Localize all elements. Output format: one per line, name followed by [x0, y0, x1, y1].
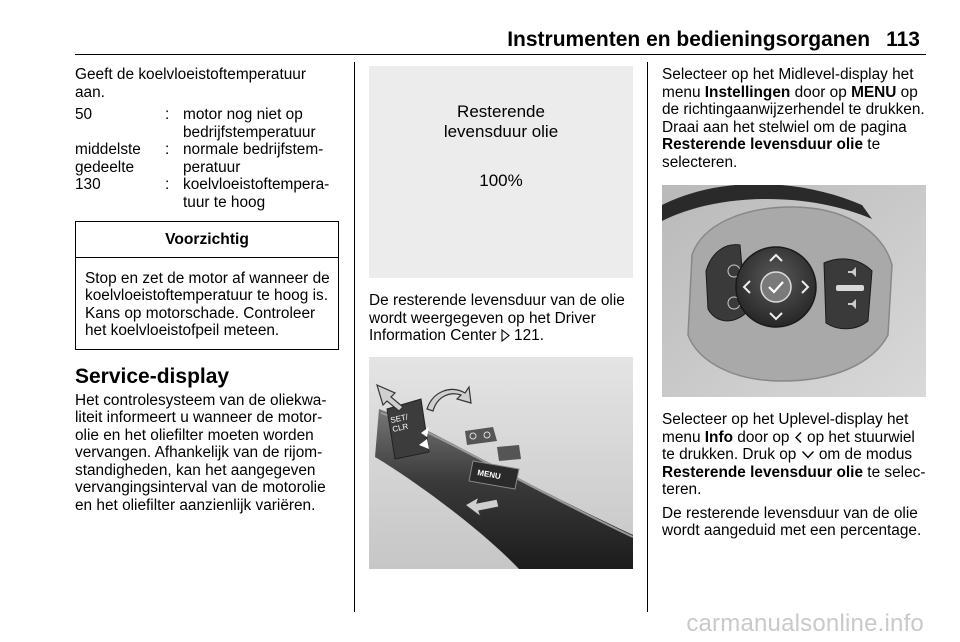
oil-life-description: De resterende levensduur van de olie wordt aangeduid met een percentage. [662, 504, 922, 539]
text-run: op het stuurwiel te drukken. Druk op [662, 428, 915, 463]
text-run: te selecteren. [662, 463, 926, 498]
display-caption [369, 292, 633, 345]
caution-heading: Voorzichtig [76, 222, 338, 258]
text-run: op de richtingaanwijzerhendel te drukken. Draai aan het stelwiel om de pagina [662, 83, 925, 136]
definition-description: koelvloeistoftemperatuur te hoog [183, 176, 330, 211]
definition-separator: : [165, 176, 170, 193]
text-run: door op [733, 428, 794, 446]
section-heading: Service-display [75, 364, 230, 388]
page-number: 113 [886, 28, 920, 51]
menu-name: Info [704, 428, 733, 446]
definition-description: motor nog niet op bedrijfstemperatuur [183, 106, 316, 141]
caption-text: De resterende levensduur van de olie wordt weergegeven op het Driver Information Center [369, 292, 625, 344]
column-middle [369, 66, 633, 569]
intro-text: Geeft de koelvloeistoftemperatuur aan. [75, 66, 306, 101]
definition-separator: : [165, 141, 170, 158]
text-run: door op [790, 83, 852, 101]
display-title-line: levensduur olie [443, 122, 559, 141]
column-left [75, 66, 339, 514]
section-text: Het controlesysteem van de oliekwaliteit informeert u wanneer de motorolie en het oliefilter moeten worden vervangen. Afhankelijk van de rijomstandigheden, kan het aangegeven vervangingsinterval van de motorolie en het oliefilter aanzienlijk variëren. [75, 391, 327, 514]
definition-row [75, 141, 339, 176]
light-symbols [497, 445, 521, 461]
chevron-down-icon [801, 448, 815, 461]
volume-slider [836, 285, 864, 291]
caution-text: Stop en zet de motor af wanneer de koelvloeistoftemperatuur te hoog is. Kans op motorschade. Controleer het koelvloeistofpeil meteen. [85, 269, 330, 339]
definition-list [75, 106, 339, 211]
instruction-uplevel [662, 411, 928, 499]
display-title [369, 102, 633, 142]
definition-term: middelste gedeelte [75, 141, 141, 176]
definition-term: 130 [75, 176, 101, 193]
button-name: MENU [851, 83, 897, 101]
stalk-label-set: SET/ [389, 411, 409, 425]
column-right [662, 66, 928, 540]
display-title-line: Resterende [457, 102, 545, 121]
caption-ref: 121. [514, 327, 544, 344]
display-value: 100% [479, 171, 523, 190]
menu-name: Instellingen [704, 83, 791, 101]
definition-row [75, 106, 339, 141]
oil-life-display [369, 66, 633, 278]
page-header [507, 29, 920, 50]
page-name: Resterende levensduur olie [662, 136, 864, 153]
caution-box [75, 221, 339, 350]
text-run: Selecteer op het Midlevel-display het menu [662, 66, 914, 101]
watermark: carmanualsonline.info [686, 610, 924, 637]
text-run: Selecteer op het Uplevel-display het menu [662, 411, 909, 446]
mode-name: Resterende levensduur olie [662, 463, 864, 481]
stalk-label-clr: CLR [391, 421, 410, 434]
definition-separator: : [165, 106, 170, 123]
column-divider-1 [354, 62, 355, 612]
header-title: Instrumenten en bedieningsorganen [507, 28, 871, 51]
steering-wheel-controls-illustration [662, 185, 926, 397]
turn-signal-stalk-illustration [369, 357, 633, 569]
header-rule [75, 54, 926, 55]
page-reference-icon [501, 329, 510, 342]
definition-description: normale bedrijfstemperatuur [183, 141, 324, 176]
chevron-left-icon [794, 431, 803, 444]
text-run: te selecteren. [662, 136, 881, 171]
text-run: om de modus [814, 446, 913, 463]
definition-term: 50 [75, 106, 93, 123]
column-divider-2 [647, 62, 648, 612]
stalk-label-menu: MENU [476, 467, 502, 481]
definition-row [75, 176, 339, 211]
instruction-midlevel [662, 66, 928, 171]
